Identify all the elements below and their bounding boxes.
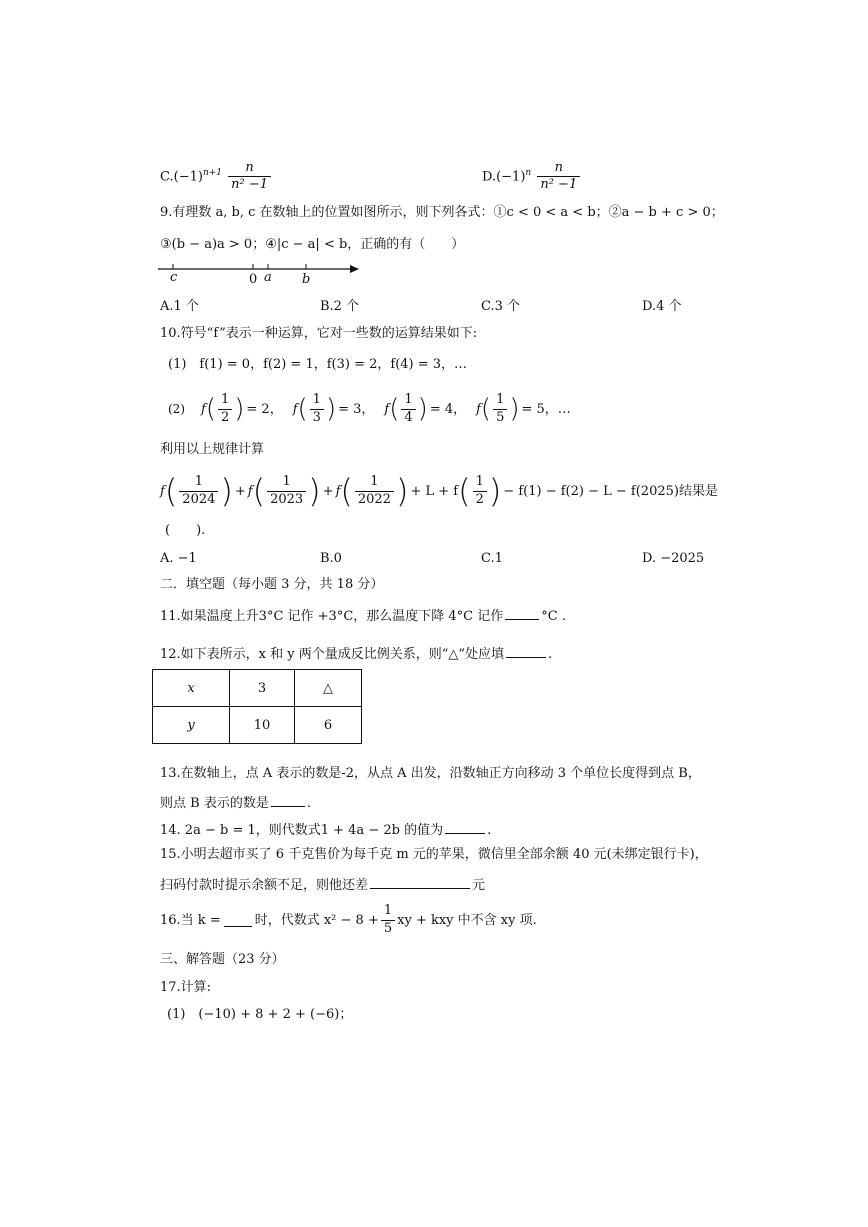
q13-line2: 则点 B 表示的数是 . (160, 796, 311, 811)
q10-intro: 10.符号“f”表示一种运算，它对一些数的运算结果如下: (160, 326, 478, 341)
q12-blank (506, 645, 546, 658)
table-row (153, 670, 362, 707)
q9-line2: ③(b − a)a > 0；④|c − a| < b，正确的有（ ） (160, 237, 465, 252)
table-cell: 10 (230, 707, 295, 744)
q14-blank (445, 821, 485, 834)
q15-blank (370, 876, 470, 889)
table-cell: 6 (295, 707, 362, 744)
q16: 16.当 k = 时，代数式 x² − 8 + $\frac{1}{5}$ xy + kxy 中不含 xy 项. (160, 903, 537, 936)
q10-line1: (1) f(1) = 0，f(2) = 1，f(3) = 2，f(4) = 3，… (168, 357, 468, 372)
q10-expression: f ( $\frac{1}{2024}$ ) + f ( $\frac{1}{2023}$ ) + f ( $\frac{1}{2022}$ ) + L + f ( $\frac{1}{2}$ ) − f(1) − f(2) − L − f(2025)结果是 (160, 472, 718, 510)
q10-option-d: D. −2025 (642, 551, 705, 566)
q9-option-c: C.3 个 (481, 299, 521, 314)
section-3-heading: 三、解答题（23 分） (160, 952, 285, 967)
q16-blank (224, 914, 252, 927)
q11: 11.如果温度上升3°C 记作 +3°C，那么温度下降 4°C 记作 °C . (160, 609, 566, 624)
q10-option-b: B.0 (320, 551, 342, 566)
q10-answer-paren: ( ). (165, 523, 206, 538)
table-cell: x (153, 670, 230, 707)
q10-rule: 利用以上规律计算 (160, 442, 265, 457)
q10-option-a: A. −1 (160, 551, 197, 566)
axis-label-a: a (264, 270, 272, 285)
q8-option-c: $C.(-1)^{n+1}$ $\frac{n}{\text{n² −1}}$ (160, 160, 273, 194)
number-line-arrow (350, 265, 359, 273)
axis-label-b: b (302, 272, 311, 287)
q12: 12.如下表所示，x 和 y 两个量成反比例关系，则“△”处应填 . (160, 647, 553, 662)
q9-option-d: D.4 个 (642, 299, 682, 314)
q13-blank (271, 794, 305, 807)
q12-table (152, 669, 362, 744)
q14: 14. 2a − b = 1，则代数式1 + 4a − 2b 的值为 . (160, 823, 492, 838)
q9-line1: 9.有理数 a, b, c 在数轴上的位置如图所示，则下列各式：①c < 0 < a < b；②a − b + c > 0； (160, 205, 724, 220)
q10-line2: (2) f ( $\frac{1}{2}$ ) = 2， f ( $\frac{1}{3}$ ) = 3， f ( $\frac{1}{4}$ ) = 4， f ( $\frac{1}{5}$ ) = 5，… (168, 392, 571, 425)
q17-title: 17.计算: (160, 980, 212, 995)
q15-line1: 15.小明去超市买了 6 千克售价为每千克 m 元的苹果，微信里全部余额 40 元(未绑定银行卡)， (160, 847, 708, 862)
axis-label-0: 0 (249, 272, 258, 287)
q9-option-b: B.2 个 (320, 299, 360, 314)
q8-option-d: $D.(-1)^n$ $\frac{n}{\text{n² −1}}$ (482, 160, 582, 194)
q13-line1: 13.在数轴上，点 A 表示的数是-2，从点 A 出发，沿数轴正方向移动 3 个单位长度得到点 B， (160, 766, 701, 781)
q15-line2: 扫码付款时提示余额不足，则他还差 元 (160, 878, 486, 893)
q17-item1: (1) (−10) + 8 + 2 + (−6)； (167, 1007, 353, 1022)
number-line-figure (155, 258, 365, 288)
axis-label-c: c (170, 270, 178, 285)
q11-blank (505, 607, 539, 620)
table-row (153, 707, 362, 744)
table-cell: △ (295, 670, 362, 707)
table-cell: 3 (230, 670, 295, 707)
q9-option-a: A.1 个 (160, 299, 199, 314)
q10-option-c: C.1 (481, 551, 503, 566)
section-2-heading: 二．填空题（每小题 3 分，共 18 分） (160, 577, 384, 592)
table-cell: y (153, 707, 230, 744)
